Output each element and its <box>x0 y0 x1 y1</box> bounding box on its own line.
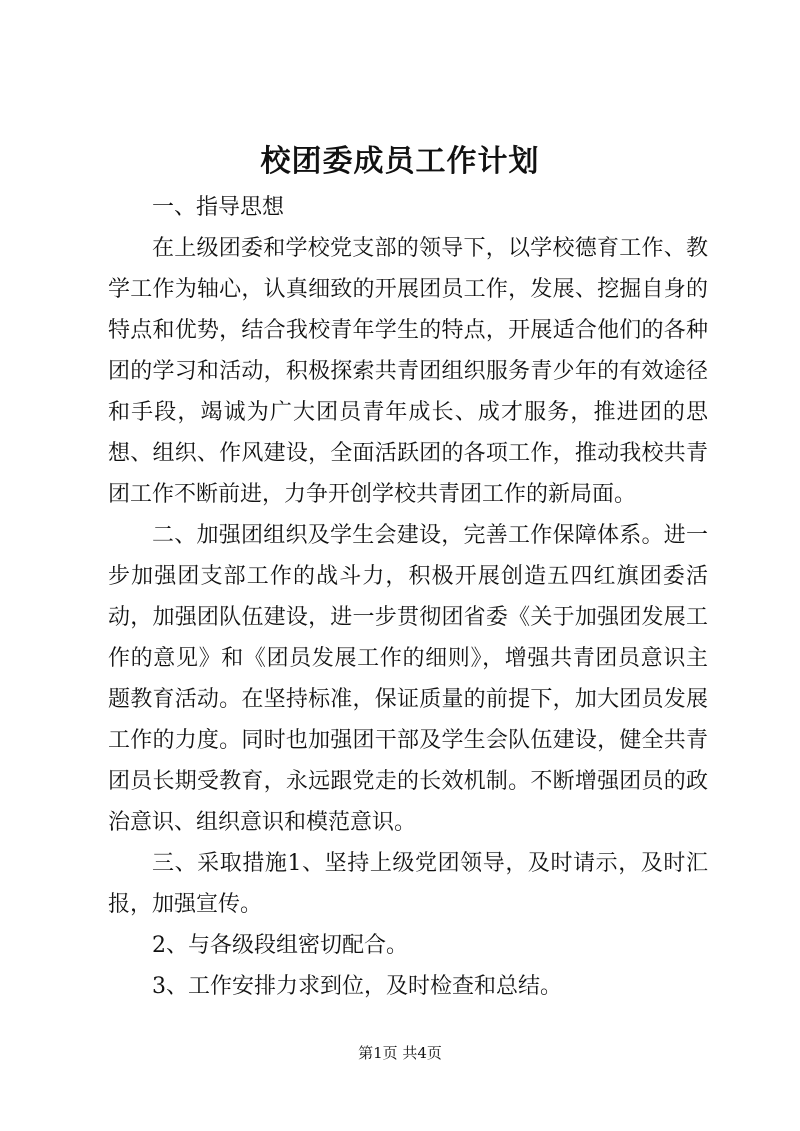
page-number-footer: 第1页 共4页 <box>358 1044 442 1062</box>
paragraph-guiding-ideology: 在上级团委和学校党支部的领导下，以学校德育工作、教学工作为轴心，认真细致的开展团员工作，发展、挖掘自身的特点和优势，结合我校青年学生的特点，开展适合他们的各种团的学习和活动，积极探索共青团组织服务青少年的有效途径和手段，竭诚为广大团员青年成长、成才服务，推进团的思想、组织、作风建设，全面活跃团的各项工作，推动我校共青团工作不断前进，力争开创学校共青团工作的新局面。 <box>108 236 708 507</box>
document-title: 校团委成员工作计划 <box>260 144 540 179</box>
paragraph-measures-2: 2、与各级段组密切配合。 <box>152 933 408 958</box>
section-heading-guiding-ideology: 一、指导思想 <box>152 195 285 220</box>
paragraph-measures-1: 三、采取措施1、坚持上级党团领导，及时请示，及时汇报，加强宣传。 <box>108 851 708 917</box>
paragraph-measures-3: 3、工作安排力求到位，及时检查和总结。 <box>152 974 562 999</box>
document-body <box>108 187 708 1007</box>
paragraph-organization-building: 二、加强团组织及学生会建设，完善工作保障体系。进一步加强团支部工作的战斗力，积极开展创造五四红旗团委活动，加强团队伍建设，进一步贯彻团省委《关于加强团发展工作的意见》和《团员发展工作的细则》，增强共青团员意识主题教育活动。在坚持标准，保证质量的前提下，加大团员发展工作的力度。同时也加强团干部及学生会队伍建设，健全共青团员长期受教育，永远跟党走的长效机制。不断增强团员的政治意识、组织意识和模范意识。 <box>108 523 708 835</box>
